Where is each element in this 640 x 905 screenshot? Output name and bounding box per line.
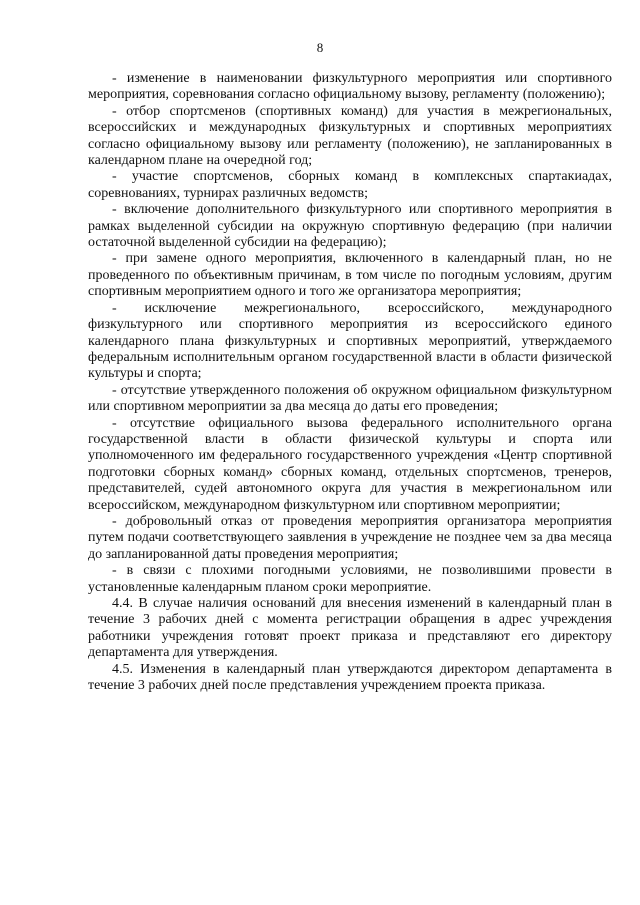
list-item-exclusion: - исключение межрегионального, всероссийского, международного физкультурного или спортивного мероприятия из всероссийского единого календарного плана физкультурных и спортивных мероприятий, утверждаемого федеральным исполнительным органом государственной власти в области физической культуры и спорта; — [88, 300, 612, 382]
list-item-voluntary-refusal: - добровольный отказ от проведения мероприятия организатора мероприятия путем подачи соответствующего заявления в учреждение не позднее чем за два месяца до запланированной даты проведения мероприятия; — [88, 513, 612, 562]
list-item-additional-event: - включение дополнительного физкультурного или спортивного мероприятия в рамках выделенной субсидии на окружную спортивную федерацию (при наличии остаточной выделенной субсидии на федерацию); — [88, 202, 612, 251]
section-4-5: 4.5. Изменения в календарный план утверждаются директором департамента в течение 3 рабочих дней после представления учреждением проекта приказа. — [88, 661, 612, 694]
list-item-bad-weather: - в связи с плохими погодными условиями, не позволившими провести в установленные календарным планом сроки мероприятие. — [88, 563, 612, 595]
page-number: 8 — [316, 40, 324, 55]
list-item-no-regulation: - отсутствие утвержденного положения об окружном официальном физкультурном или спортивном мероприятии за два месяца до даты его проведения; — [88, 382, 612, 415]
list-item-event-replacement: - при замене одного мероприятия, включенного в календарный план, но не проведенного по объективным причинам, в том числе по погодным условиям, другим спортивным мероприятием одного и того же организатора мероприятия; — [88, 251, 612, 300]
list-item-no-official-call: - отсутствие официального вызова федерального исполнительного органа государственной власти в области физической культуры и спорта или уполномоченного им федерального государственного учреждения «Центр спортивной подготовки сборных команд» сборных команд, отдельных спортсменов, тренеров, представителей, судей автономного округа для участия в межрегиональном или всероссийском, международном физкультурном или спортивном мероприятии; — [88, 415, 612, 513]
list-item-name-change: - изменение в наименовании физкультурного мероприятия или спортивного мероприятия, соревнования согласно официальному вызову, регламенту (положению); — [88, 71, 612, 103]
list-item-spartakiad-participation: - участие спортсменов, сборных команд в комплексных спартакиадах, соревнованиях, турнирах различных ведомств; — [88, 169, 612, 201]
section-4-4: 4.4. В случае наличия оснований для внесения изменений в календарный план в течение 3 рабочих дней с момента регистрации обращения в адрес учреждения работники учреждения готовят проект приказа и представляют его директору департамента для утверждения. — [88, 596, 612, 661]
list-item-athlete-selection: - отбор спортсменов (спортивных команд) для участия в межрегиональных, всероссийских и международных физкультурных и спортивных мероприятиях согласно официальному вызову или регламенту (положению), не запланированных в календарном плане на очередной год; — [88, 103, 612, 169]
document-body — [88, 71, 612, 694]
